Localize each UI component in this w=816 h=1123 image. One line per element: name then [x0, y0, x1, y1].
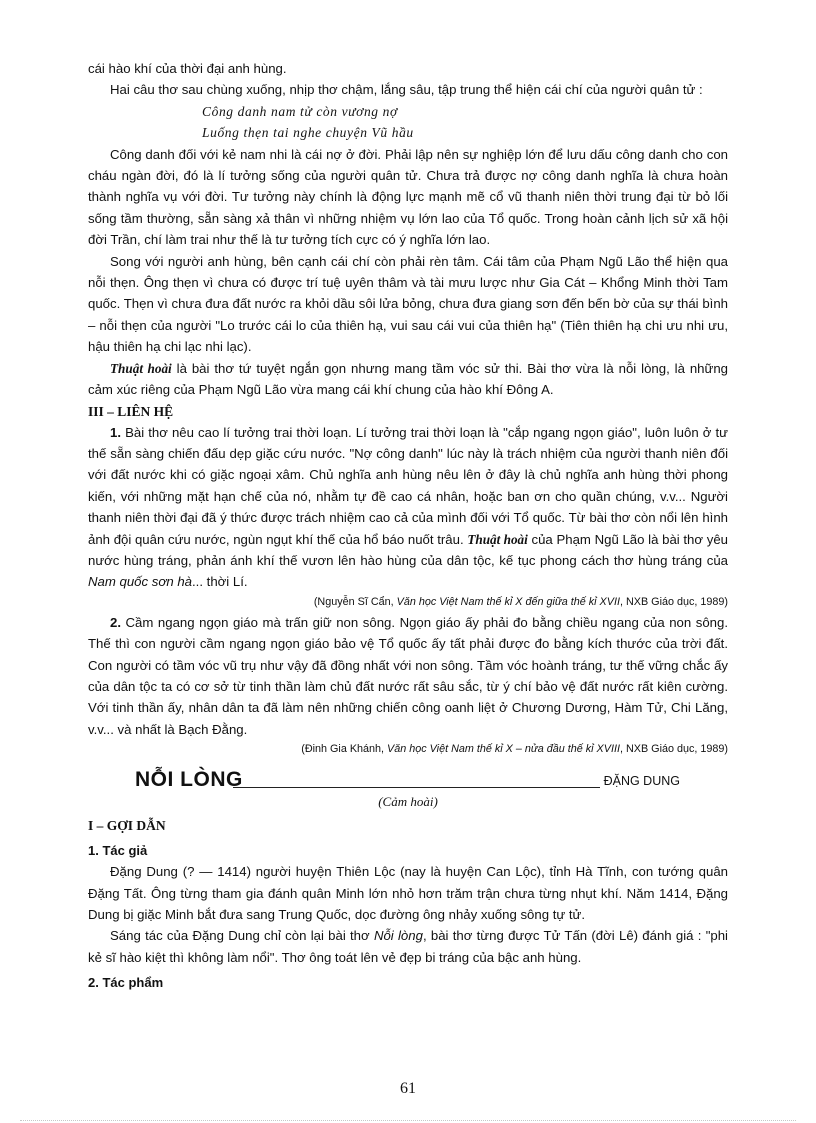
work-title: Thuật hoài — [110, 360, 172, 376]
citation-1: (Nguyễn Sĩ Cẩn, Văn học Việt Nam thế kỉ X đến giữa thế kỉ XVII, NXB Giáo dục, 1989) — [313, 595, 728, 608]
paragraph-author-bio: Đặng Dung (? — 1414) người huyện Thiên Lộc (nay là huyện Can Lộc), tỉnh Hà Tĩnh, con tướng quân Đặng Tất. Ông từng tham gia đánh quân Minh lớn nhỏ hơn trăm trận chưa từng nhụt khí. Năm 1414, Đặng Dung bị giặc Minh bắt đưa sang Trung Quốc, dọc đường ông nhảy xuống sông tự tử. — [88, 864, 728, 922]
poem-subtitle: (Cảm hoài) — [378, 794, 438, 810]
citation-2: (Đinh Gia Khánh, Văn học Việt Nam thế kỉ X – nửa đầu thế kỉ XVIII, NXB Giáo dục, 1989) — [301, 743, 728, 756]
paragraph-cong-danh: Công danh đối với kẻ nam nhi là cái nợ ở đời. Phải lập nên sự nghiệp lớn để lưu dấu công danh cho con cháu ngàn đời, đó là lí tưởng sống của người quân tử. Chưa trả được nợ công danh nghĩa là chưa hoàn thành nghĩa vụ với đời. Tư tưởng này chính là động lực mạnh mẽ cổ vũ thanh niên thời trung đại từ bỏ lối sống tầm thường, sẵn sàng xả thân vì những nhiệm vụ lớn lao của Tổ quốc. Trong hoàn cảnh lịch sử xã hội đời Trần, chí làm trai như thế là tư tưởng tích cực có ý nghĩa lớn lao. — [88, 146, 728, 248]
section-heading-goi-dan: I – GỢI DẪN — [88, 818, 166, 834]
verse-line-1: Công danh nam tử còn vương nợ — [202, 103, 398, 119]
page-content — [88, 58, 728, 993]
part-heading-tac-gia: 1. Tác giả — [88, 843, 148, 859]
page-number: 61 — [400, 1080, 416, 1097]
paragraph-author-works: Sáng tác của Đặng Dung chỉ còn lại bài thơ Nỗi lòng, bài thơ từng được Tử Tấn (đời Lê) đánh giá : "phi kẻ sĩ hào kiệt thì không làm nổi". Thơ ông toát lên vẻ đẹp bi tráng của bậc anh hùng. — [88, 928, 728, 965]
work-title: Nỗi lòng — [373, 928, 423, 944]
paragraph-tam: Song với người anh hùng, bên cạnh cái chí còn phải rèn tâm. Cái tâm của Phạm Ngũ Lão thể hiện qua nỗi thẹn. Ông thẹn vì chưa có được trí tuệ uyên thâm và tài mưu lược như Gia Cát – Khổng Minh thời Tam quốc. Thẹn vì chưa đưa đất nước ra khỏi dầu sôi lửa bỏng, chưa đưa giang sơn đến bến bờ của sự thái bình – nỗi thẹn của người "Lo trước cái lo của thiên hạ, vui sau cái vui của thiên hạ" (Tiên thiên hạ chi ưu nhi ưu, hậu thiên hạ chi lạc nhi lạc). — [88, 253, 728, 355]
paragraph-lien-he-1: 1. Bài thơ nêu cao lí tưởng trai thời loạn. Lí tưởng trai thời loạn là "cắp ngang ngọn giáo", luôn luôn ở tư thế sẵn sàng chiến đấu dẹp giặc cứu nước. "Nợ công danh" lúc này là trách nhiệm của người thanh niên đối với đất nước khi có giặc ngoại xâm. Chủ nghĩa anh hùng nêu lên ở đây là chủ nghĩa anh hùng thời phong kiến, với những mặt hạn chế của nó, nhằm tự đề cao cá nhân, hoặc ban ơn cho quần chúng, v.v... Người thanh niên thời đại đã ý thức được trách nhiệm cao cả của mình đối với Tổ quốc. Từ bài thơ còn nổi lên hình ảnh đội quân cứu nước, ngùn ngụt khí thế của hổ báo nuốt trâu. Thuật hoài của Phạm Ngũ Lão là bài thơ yêu nước hùng tráng, phản ánh khí thế vươn lên hào hùng của dân tộc, kế tục phong cách thơ hùng tráng của Nam quốc sơn hà... thời Lí. — [88, 424, 728, 590]
verse-line-2: Luống thẹn tai nghe chuyện Vũ hầu — [202, 125, 414, 141]
work-title: Thuật hoài — [467, 531, 528, 547]
section-heading-lien-he: III – LIÊN HỆ — [88, 403, 174, 419]
paragraph-transition: Hai câu thơ sau chùng xuống, nhịp thơ chậm, lắng sâu, tập trung thể hiện cái chí của người quân tử : — [110, 82, 703, 98]
work-title: Nam quốc sơn hà — [88, 574, 192, 590]
title-rule — [233, 787, 600, 788]
page-bottom-rule — [20, 1120, 796, 1121]
poem-header — [88, 767, 728, 810]
paragraph-lien-he-2: 2. Cầm ngang ngọn giáo mà trấn giữ non sông. Ngọn giáo ấy phải đo bằng chiều ngang của non sông. Thế thì con người cầm ngang ngọn giáo bảo vệ Tổ quốc ấy tất phải được đo bằng kích thước của trời đất. Con người có tầm vóc vũ trụ như vậy đã đồng nhất với non sông. Tầm vóc hoành tráng, tư thế vững chắc ấy của dân tộc ta có cơ sở từ tinh thần làm chủ đất nước rất sâu sắc, từ ý chí bảo vệ đất nước rất kiên cường. Với tinh thần ấy, nhân dân ta đã làm nên những chiến công oanh liệt ở Chương Dương, Hàm Tử, Chi Lăng, v.v... và nhất là Bạch Đằng. — [88, 614, 728, 737]
poem-author: ĐẶNG DUNG — [603, 774, 680, 789]
part-heading-tac-pham: 2. Tác phẩm — [88, 975, 164, 991]
paragraph-intro: cái hào khí của thời đại anh hùng. — [88, 61, 287, 76]
paragraph-summary: Thuật hoài là bài thơ tứ tuyệt ngắn gọn nhưng mang tầm vóc sử thi. Bài thơ vừa là nỗi lòng, là những cảm xúc riêng của Phạm Ngũ Lão vừa mang cái khí chung của hào khí Đông A. — [88, 360, 728, 398]
poem-title: NỖI LÒNG — [135, 768, 243, 792]
